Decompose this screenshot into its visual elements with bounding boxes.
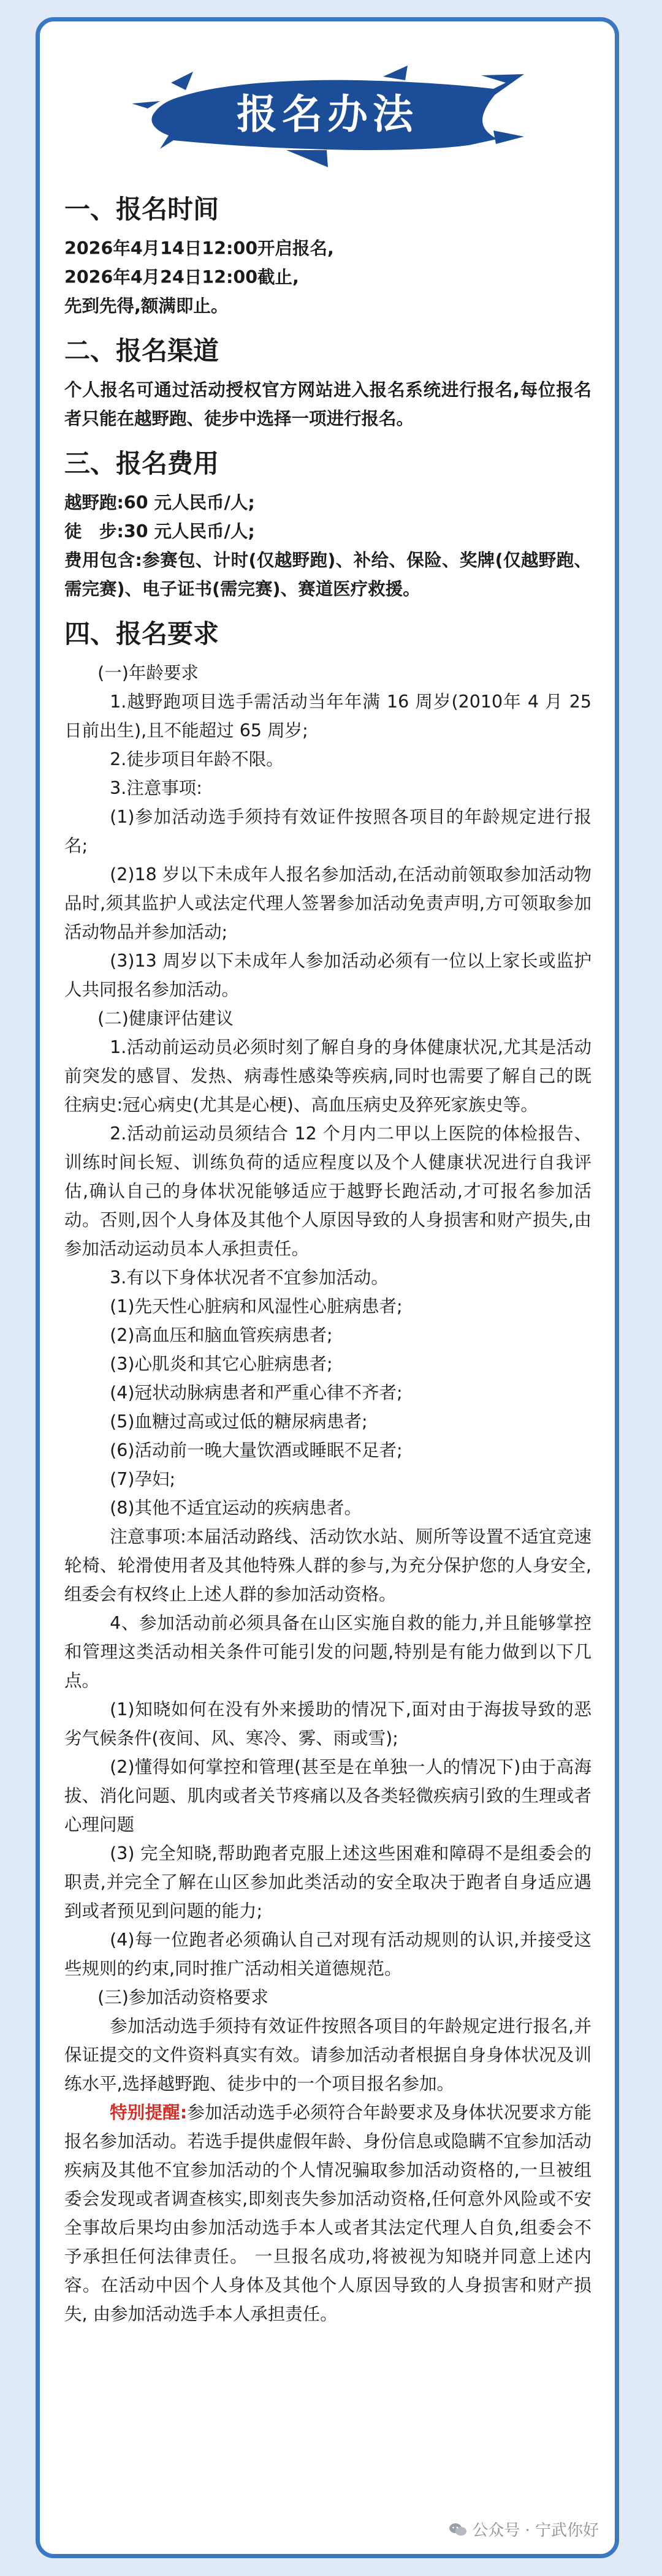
special-reminder-label: 特别提醒:	[110, 2102, 188, 2123]
age-item: (1)参加活动选手须持有效证件按照各项目的年龄规定进行报名;	[64, 807, 592, 856]
fee-hiking: 徒 步:30 元人民币/人;	[64, 521, 255, 542]
age-item: 2.徒步项目年龄不限。	[110, 749, 284, 769]
fee-includes: 费用包含:参赛包、计时(仅越野跑)、补给、保险、奖牌(仅越野跑、需完赛)、电子证书(需完赛)、赛道医疗救援。	[64, 550, 592, 599]
document-card	[36, 17, 619, 2558]
condition-item: (5)血糖过高或过低的糖尿病患者;	[110, 1411, 368, 1432]
ability-item: (3) 完全知晓,帮助跑者克服上述这些困难和障碍不是组委会的职责,并完全了解在山区参加此类活动的安全取决于跑者自身适应遇到或者预见到问题的能力;	[64, 1843, 592, 1921]
health-item-1: 1.活动前运动员必须时刻了解自身的身体健康状况,尤其是活动前突发的感冒、发热、病毒性感染等疾病,同时也需要了解自己的既往病史:冠心病史(尤其是心梗)、高血压病史及猝死家族史等。	[64, 1037, 592, 1115]
first-come-line: 先到先得,额满即止。	[64, 296, 229, 316]
channel-text: 个人报名可通过活动授权官方网站进入报名系统进行报名,每位报名者只能在越野跑、徒步中选择一项进行报名。	[64, 380, 592, 429]
condition-item: (3)心肌炎和其它心脏病患者;	[110, 1354, 333, 1374]
health-item-3: 3.有以下身体状况者不宜参加活动。	[110, 1267, 389, 1288]
age-item: (2)18 岁以下未成年人报名参加活动,在活动前领取参加活动物品时,须其监护人或法定代理人签署参加活动免责声明,方可领取参加活动物品并参加活动;	[64, 864, 592, 942]
registration-close-line: 2026年4月24日12:00截止,	[64, 267, 299, 287]
watermark-text: 公众号 · 宁武你好	[472, 2521, 599, 2540]
qualification-text: 参加活动选手须持有效证件按照各项目的年龄规定进行报名,并保证提交的文件资料真实有效。请参加活动者根据自身身体状况及训练水平,选择越野跑、徒步中的一个项目报名参加。	[64, 2016, 592, 2094]
heading-registration-channel: 二、报名渠道	[64, 336, 219, 366]
banner-title: 报名办法	[237, 91, 418, 138]
registration-open-line: 2026年4月14日12:00开启报名,	[64, 238, 334, 259]
health-item-2: 2.活动前运动员须结合 12 个月内二甲以上医院的体检报告、训练时间长短、训练负荷的适应程度以及个人健康状况进行自我评估,确认自己的身体状况能够适应于越野长跑活动,才可报名参加活动。否则,因个人身体及其他个人原因导致的人身损害和财产损失,由参加活动运动员本人承担责任。	[64, 1124, 592, 1259]
special-reminder	[64, 2098, 592, 2329]
special-reminder-text: 参加活动选手必须符合年龄要求及身体状况要求方能报名参加活动。若选手提供虚假年龄、身份信息或隐瞒不宜参加活动疾病及其他不宜参加活动的个人情况骗取参加活动资格的,一旦被组委会发现或者调查核实,即刻丧失参加活动资格,任何意外风险或不安全事故后果均由参加活动选手本人或者其法定代理人自负,组委会不予承担任何法律责任。 一旦报名成功,将被视为知晓并同意上述内容。在活动中因个人身体及其他个人原因导致的人身损害和财产损失, 由参加活动选手本人承担责任。	[64, 2102, 592, 2324]
self-rescue-item: 4、参加活动前必须具备在山区实施自救的能力,并且能够掌控和管理这类活动相关条件可能引发的问题,特别是有能力做到以下几点。	[64, 1613, 592, 1691]
wechat-icon	[449, 2522, 467, 2537]
health-advice-title: (二)健康评估建议	[97, 1008, 234, 1029]
ability-item: (2)懂得如何掌控和管理(甚至是在单独一人的情况下)由于高海拔、消化问题、肌肉或者关节疼痛以及各类轻微疾病引致的生理或者心理问题	[64, 1757, 592, 1835]
content-area	[64, 190, 592, 2329]
heading-registration-time: 一、报名时间	[64, 194, 219, 224]
watermark	[449, 2518, 599, 2540]
condition-item: (6)活动前一晚大量饮酒或睡眠不足者;	[110, 1440, 403, 1460]
age-item: 1.越野跑项目选手需活动当年年满 16 周岁(2010年 4 月 25 日前出生),且不能超过 65 周岁;	[64, 692, 592, 741]
condition-item: (2)高血压和脑血管疾病患者;	[110, 1325, 333, 1345]
heading-registration-fee: 三、报名费用	[64, 448, 219, 478]
age-item: 3.注意事项:	[110, 778, 202, 798]
condition-item: (1)先天性心脏病和风湿性心脏病患者;	[110, 1296, 403, 1316]
ability-item: (1)知晓如何在没有外来援助的情况下,面对由于海拔导致的恶劣气候条件(夜间、风、寒冷、雾、雨或雪);	[64, 1699, 592, 1748]
condition-item: (4)冠状动脉病患者和严重心律不齐者;	[110, 1383, 403, 1403]
age-requirement-title: (一)年龄要求	[97, 663, 199, 683]
title-banner	[40, 58, 615, 175]
ability-item: (4)每一位跑者必须确认自己对现有活动规则的认识,并接受这些规则的约束,同时推广活动相关道德规范。	[64, 1930, 592, 1979]
condition-item: (8)其他不适宜运动的疾病患者。	[110, 1498, 362, 1518]
condition-item: (7)孕妇;	[110, 1469, 176, 1489]
fee-trail-run: 越野跑:60 元人民币/人;	[64, 493, 255, 513]
heading-registration-requirements: 四、报名要求	[64, 619, 219, 649]
qualification-title: (三)参加活动资格要求	[97, 1987, 268, 2008]
age-item: (3)13 周岁以下未成年人参加活动必须有一位以上家长或监护人共同报名参加活动。	[64, 951, 592, 1000]
notice-text: 注意事项:本届活动路线、活动饮水站、厕所等设置不适宜竞速轮椅、轮滑使用者及其他特殊人群的参与,为充分保护您的人身安全,组委会有权终止上述人群的参加活动资格。	[64, 1527, 592, 1604]
